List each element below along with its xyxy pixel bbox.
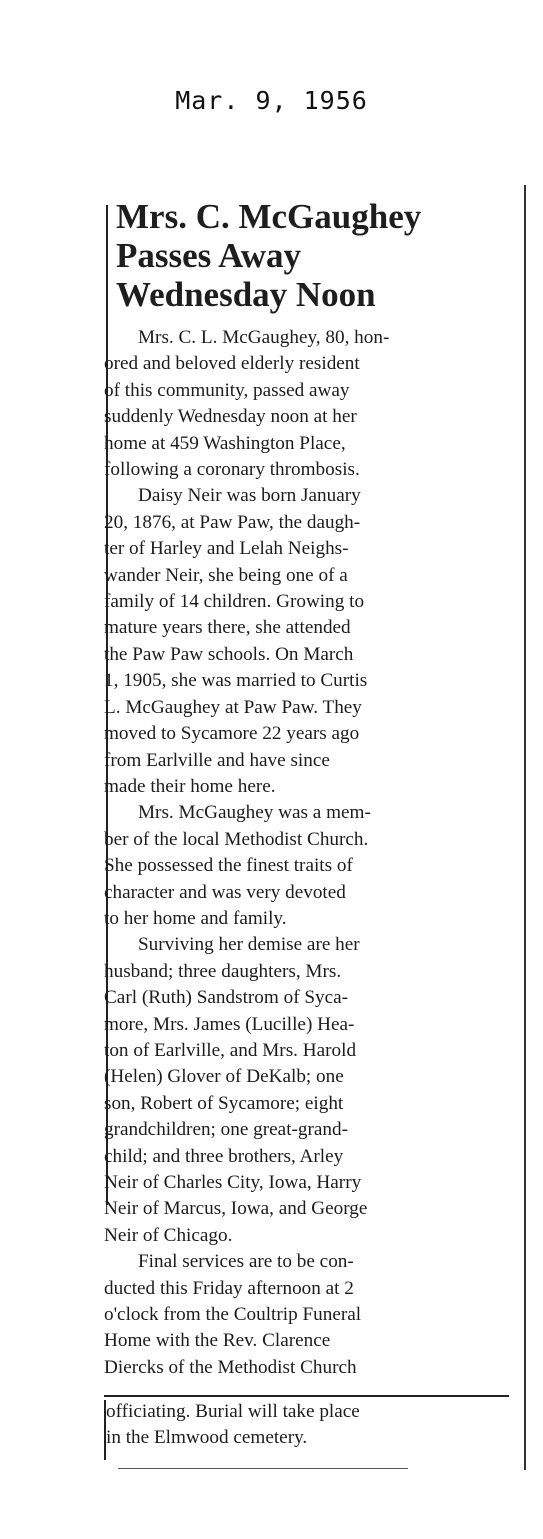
headline-line-2: Passes Away bbox=[116, 236, 302, 275]
text-line: ored and beloved elderly resident bbox=[104, 353, 360, 375]
text-line: Neir of Chicago. bbox=[104, 1224, 233, 1246]
text-line: the Paw Paw schools. On March bbox=[104, 643, 354, 665]
obituary-body bbox=[104, 325, 524, 1381]
text-line: to her home and family. bbox=[104, 907, 287, 929]
paragraph-intro bbox=[104, 325, 524, 483]
text-line: from Earlville and have since bbox=[104, 749, 330, 771]
headline-line-1: Mrs. C. McGaughey bbox=[116, 197, 422, 236]
text-line: home at 459 Washington Place, bbox=[104, 432, 346, 454]
text-line: in the Elmwood cemetery. bbox=[106, 1427, 308, 1449]
text-line: Home with the Rev. Clarence bbox=[104, 1330, 331, 1352]
text-line: suddenly Wednesday noon at her bbox=[104, 406, 357, 428]
text-line: (Helen) Glover of DeKalb; one bbox=[104, 1066, 344, 1088]
paragraph-biography bbox=[104, 483, 524, 800]
text-line: son, Robert of Sycamore; eight bbox=[104, 1092, 344, 1114]
text-line: She possessed the finest traits of bbox=[104, 855, 353, 877]
text-line: made their home here. bbox=[104, 775, 276, 797]
text-line: more, Mrs. James (Lucille) Hea- bbox=[104, 1013, 355, 1035]
column-break-rule bbox=[104, 1395, 509, 1397]
paragraph-church bbox=[104, 800, 524, 932]
text-line: Daisy Neir was born January bbox=[138, 485, 361, 507]
clipping-bottom-rule bbox=[118, 1468, 408, 1469]
text-line: husband; three daughters, Mrs. bbox=[104, 960, 342, 982]
obituary-headline bbox=[116, 197, 516, 314]
text-line: 1, 1905, she was married to Curtis bbox=[104, 670, 368, 692]
paragraph-survivors bbox=[104, 932, 524, 1249]
text-line: Surviving her demise are her bbox=[138, 934, 360, 956]
text-line: Mrs. McGaughey was a mem- bbox=[138, 802, 371, 824]
text-line: child; and three brothers, Arley bbox=[104, 1145, 344, 1167]
text-line: 20, 1876, at Paw Paw, the daugh- bbox=[104, 511, 361, 533]
text-line: ton of Earlville, and Mrs. Harold bbox=[104, 1039, 357, 1061]
headline-line-3: Wednesday Noon bbox=[116, 275, 376, 314]
text-line: Carl (Ruth) Sandstrom of Syca- bbox=[104, 987, 349, 1009]
text-line: Neir of Marcus, Iowa, and George bbox=[104, 1198, 368, 1220]
paragraph-services bbox=[104, 1249, 524, 1381]
newspaper-clipping bbox=[104, 185, 526, 1470]
text-line: moved to Sycamore 22 years ago bbox=[104, 723, 360, 745]
continuation-text bbox=[106, 1399, 506, 1452]
text-line: ducted this Friday afternoon at 2 bbox=[104, 1277, 354, 1299]
text-line: Mrs. C. L. McGaughey, 80, hon- bbox=[138, 327, 390, 348]
text-line: Final services are to be con- bbox=[138, 1251, 354, 1273]
text-line: mature years there, she attended bbox=[104, 617, 351, 639]
text-line: Neir of Charles City, Iowa, Harry bbox=[104, 1172, 362, 1193]
text-line: o'clock from the Coultrip Funeral bbox=[104, 1304, 362, 1326]
text-line: following a coronary thrombosis. bbox=[104, 459, 360, 481]
text-line: officiating. Burial will take place bbox=[106, 1401, 360, 1422]
date-line: Mar. 9, 1956 bbox=[175, 86, 368, 115]
text-line: L. McGaughey at Paw Paw. They bbox=[104, 696, 362, 718]
text-line: ber of the local Methodist Church. bbox=[104, 828, 369, 850]
column-rule-right bbox=[524, 185, 526, 1470]
text-line: ter of Harley and Lelah Neighs- bbox=[104, 538, 349, 560]
text-line: character and was very devoted bbox=[104, 881, 346, 903]
text-line: family of 14 children. Growing to bbox=[104, 591, 365, 613]
text-line: wander Neir, she being one of a bbox=[104, 564, 348, 586]
text-line: of this community, passed away bbox=[104, 379, 350, 401]
text-line: grandchildren; one great-grand- bbox=[104, 1119, 348, 1141]
text-line: Diercks of the Methodist Church bbox=[104, 1356, 357, 1378]
